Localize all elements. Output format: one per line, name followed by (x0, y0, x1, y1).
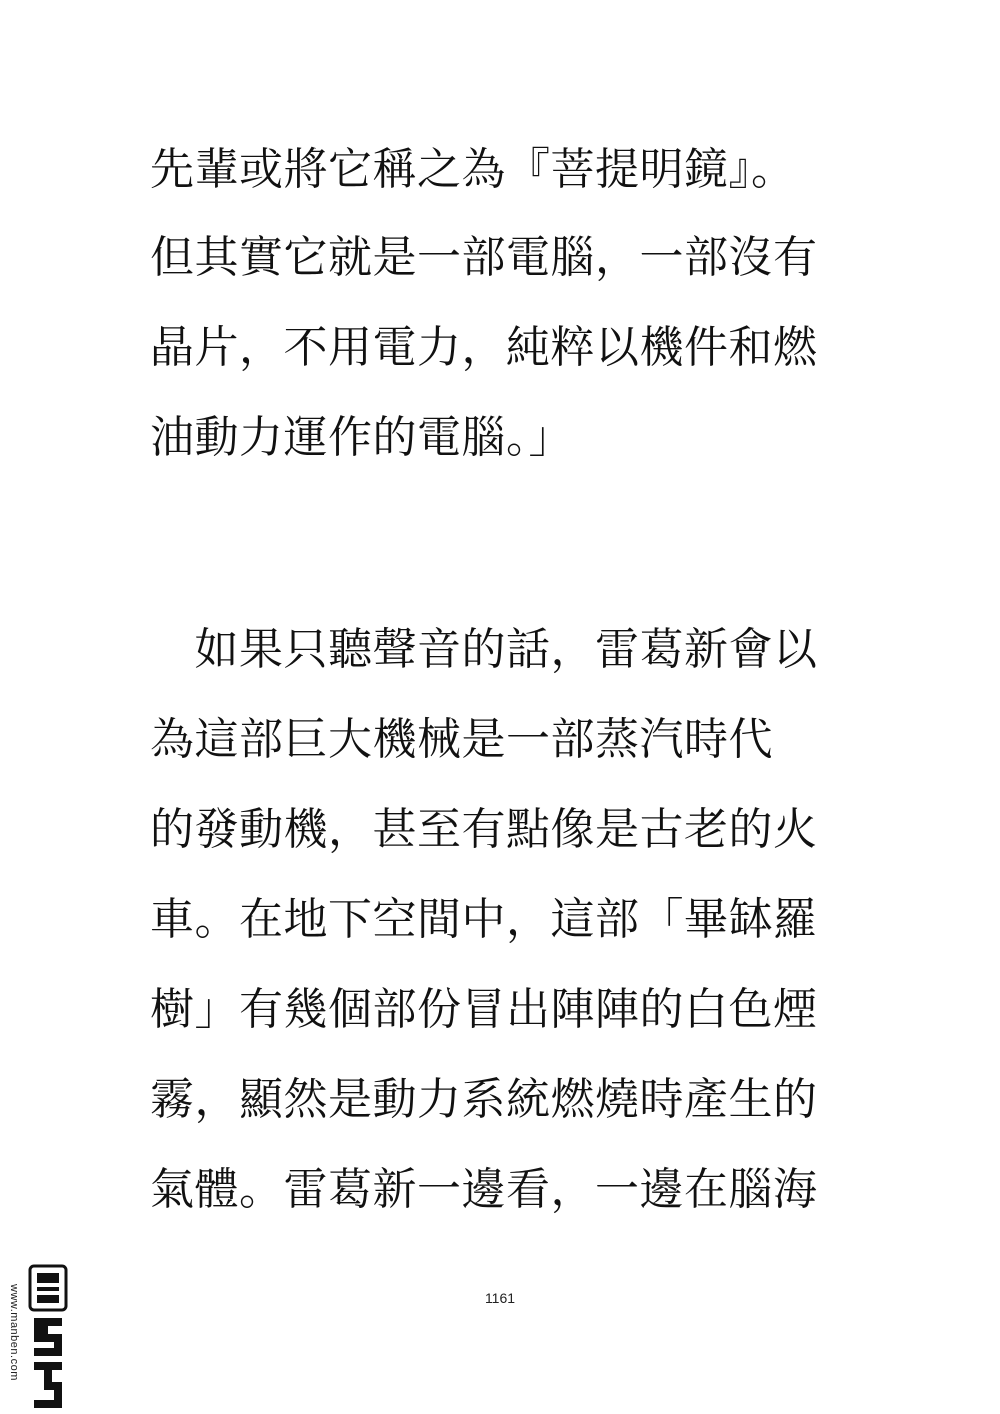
text-line: 的發動機，甚至有點像是古老的火 (150, 804, 818, 855)
text-line: 霧，顯然是動力系統燃燒時產生的 (150, 1074, 818, 1125)
watermark (6, 1262, 70, 1412)
text-line: 車。在地下空間中，這部「畢缽羅 (150, 894, 818, 945)
text-line: 如果只聽聲音的話，雷葛新會以 (150, 624, 818, 675)
text-line: 油動力運作的電腦。」 (150, 412, 573, 463)
text-line: 晶片，不用電力，純粹以機件和燃 (150, 322, 818, 373)
watermark-url: www.manben.com (8, 1283, 20, 1381)
text-line: 但其實它就是一部電腦，一部沒有 (150, 232, 818, 283)
text-line: 樹」有幾個部份冒出陣陣的白色煙 (150, 984, 818, 1035)
text-line: 氣體。雷葛新一邊看，一邊在腦海 (150, 1164, 818, 1215)
text-line: 先輩或將它稱之為『菩提明鏡』。 (150, 144, 796, 195)
text-line: 為這部巨大機械是一部蒸汽時代 (150, 714, 773, 765)
watermark-logo (28, 1262, 68, 1410)
page-number: 1161 (484, 1290, 516, 1306)
